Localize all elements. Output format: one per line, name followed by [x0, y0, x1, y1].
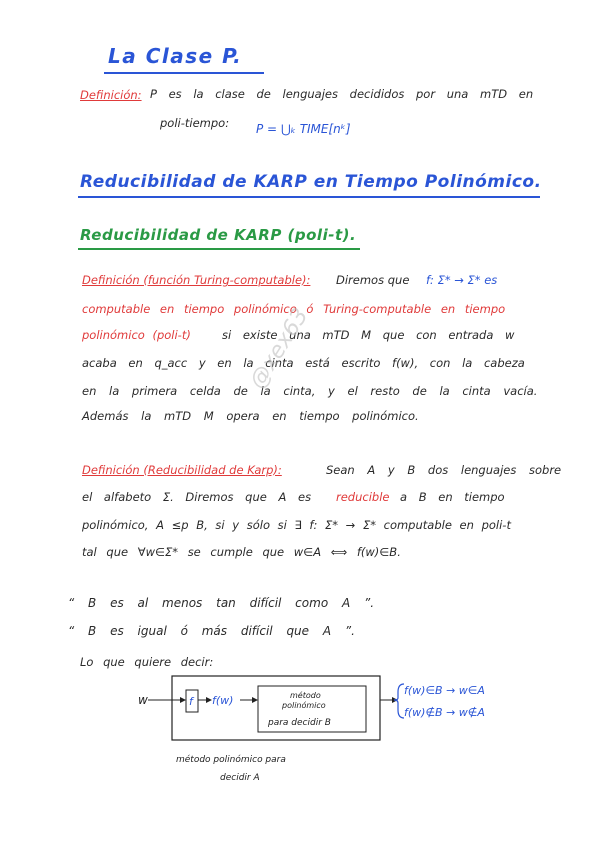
definition-text: Diremos que — [336, 273, 410, 287]
definition-text: si existe una mTD M que con entrada w — [222, 328, 515, 342]
definition-text: Además la mTD M opera en tiempo polinómico. — [82, 409, 419, 423]
definition-text: el alfabeto Σ. Diremos que A es — [82, 490, 312, 504]
definition-text: poli-tiempo: — [160, 116, 230, 130]
section-underline — [78, 196, 540, 198]
subsection-title: Reducibilidad de KARP (poli-t). — [80, 226, 357, 244]
section-title: Reducibilidad de KARP en Tiempo Polinómico. — [80, 172, 542, 192]
definition-text: polinómico (poli-t) — [82, 328, 191, 342]
definition-text: P es la clase de lenguajes decididos por una mTD en — [150, 87, 534, 101]
subsection-underline — [78, 248, 360, 250]
definition-text: polinómico, A ≤p B, si y sólo si ∃ f: Σ* → Σ* computable en poli-t — [82, 518, 511, 532]
watermark: @xex63 — [245, 304, 314, 394]
f-label: f — [189, 695, 193, 708]
output-case-2: f(w)∉B → w∉A — [404, 706, 485, 719]
reduction-diagram — [120, 670, 520, 820]
definition-label: Definición (Reducibilidad de Karp): — [82, 463, 282, 477]
definition-label: Definición: — [80, 88, 142, 102]
title-underline — [104, 72, 264, 74]
diagram-input: w — [138, 693, 148, 707]
fw-label: f(w) — [212, 694, 234, 707]
function-notation: f: Σ* → Σ* es — [426, 273, 498, 287]
inner-box-line3: para decidir B — [268, 718, 331, 728]
diagram-caption-line2: decidir A — [220, 773, 260, 783]
reducible-word: reducible — [336, 490, 390, 504]
inner-box-line2: polinómico — [282, 701, 326, 710]
page-title: La Clase P. — [108, 44, 243, 68]
definition-text: acaba en q_acc y en la cinta está escrito f(w), con la cabeza — [82, 356, 525, 370]
diagram-caption-line1: método polinómico para — [176, 755, 286, 765]
definition-text: Sean A y B dos lenguajes sobre — [326, 463, 562, 477]
inner-box-line1: método — [290, 691, 321, 700]
quote-2: “ B es igual ó más difícil que A ”. — [68, 624, 355, 638]
definition-text: tal que ∀w∈Σ* se cumple que w∈A ⟺ f(w)∈B. — [82, 545, 401, 559]
quote-3: Lo que quiere decir: — [80, 655, 214, 669]
definition-label: Definición (función Turing-computable): — [82, 273, 311, 287]
output-case-1: f(w)∈B → w∈A — [404, 684, 485, 697]
quote-1: “ B es al menos tan difícil como A ”. — [68, 596, 375, 610]
definition-text: en la primera celda de la cinta, y el resto de la cinta vacía. — [82, 384, 538, 398]
class-p-formula: P = ⋃ₖ TIME[nᵏ] — [256, 122, 351, 136]
definition-text: computable en tiempo polinómico ó Turing-computable en tiempo — [82, 302, 506, 316]
definition-text: a B en tiempo — [400, 490, 505, 504]
